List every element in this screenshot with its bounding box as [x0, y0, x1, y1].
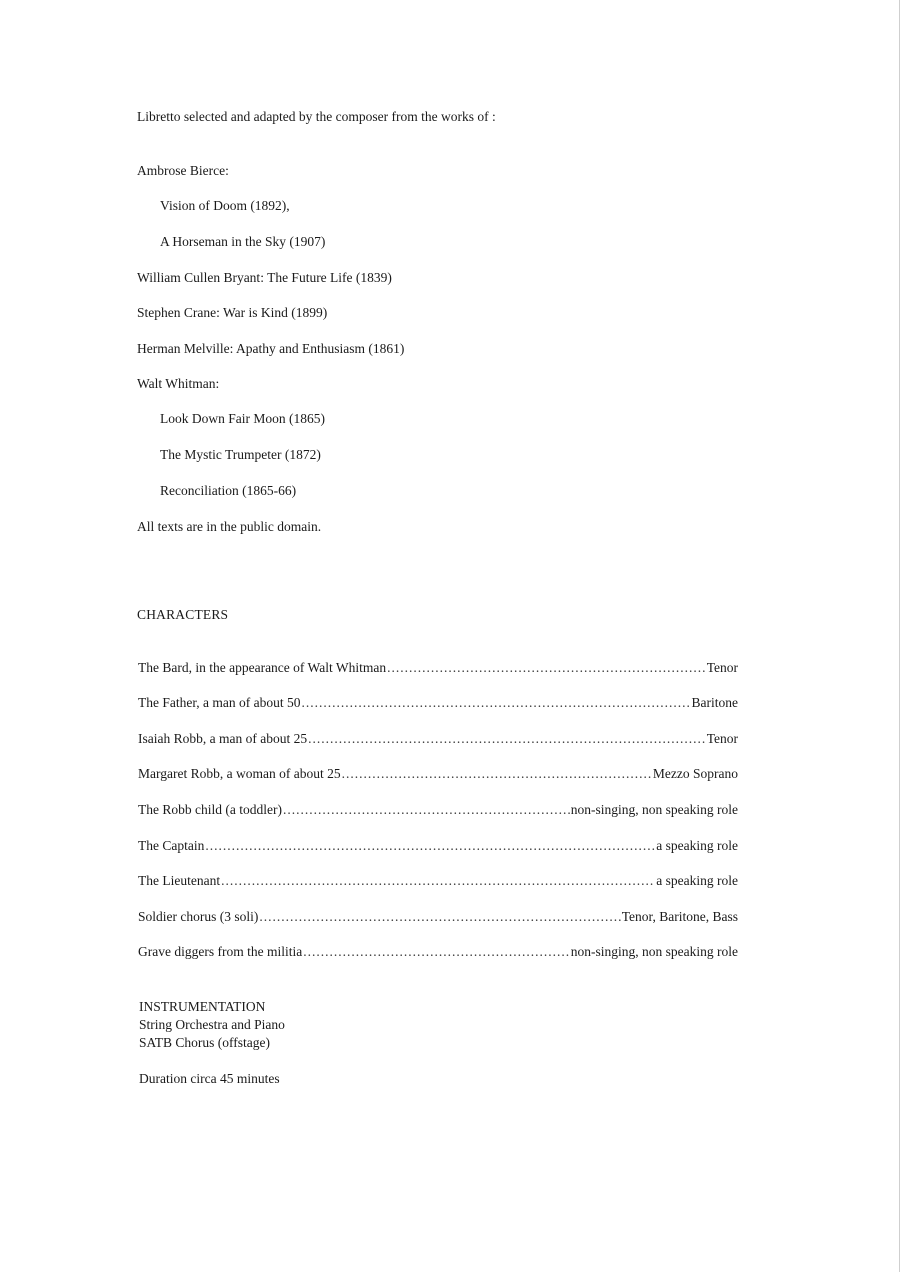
character-name: Soldier chorus (3 soli) [138, 909, 259, 924]
dot-leader [303, 944, 570, 960]
character-voice: non-singing, non speaking role [570, 944, 738, 959]
libretto-intro: Libretto selected and adapted by the composer from the works of : [137, 109, 496, 124]
source-work: Vision of Doom (1892), [160, 198, 290, 213]
character-row [138, 660, 738, 676]
character-row [138, 944, 738, 960]
source-work: A Horseman in the Sky (1907) [160, 234, 326, 249]
character-name: The Bard, in the appearance of Walt Whitman [138, 660, 387, 675]
character-voice: Tenor, Baritone, Bass [621, 909, 738, 924]
dot-leader [283, 802, 570, 818]
source-work: Look Down Fair Moon (1865) [160, 411, 325, 426]
character-voice: Tenor [706, 731, 738, 746]
duration-note: Duration circa 45 minutes [139, 1071, 280, 1086]
dot-leader [259, 909, 620, 925]
public-domain-note: All texts are in the public domain. [137, 519, 322, 534]
character-voice: non-singing, non speaking role [570, 802, 738, 817]
source-author: William Cullen Bryant: The Future Life (1839) [137, 270, 392, 285]
dot-leader [302, 695, 691, 711]
character-row [138, 766, 738, 782]
character-name: Margaret Robb, a woman of about 25 [138, 766, 341, 781]
character-row [138, 838, 738, 854]
dot-leader [221, 873, 655, 889]
character-name: The Father, a man of about 50 [138, 695, 301, 710]
character-row [138, 731, 738, 747]
character-row [138, 873, 738, 889]
character-row [138, 695, 738, 711]
dot-leader [342, 766, 652, 782]
character-voice: a speaking role [656, 873, 738, 888]
character-name: The Robb child (a toddler) [138, 802, 282, 817]
source-author: Herman Melville: Apathy and Enthusiasm (1861) [137, 341, 405, 356]
character-row [138, 802, 738, 818]
source-work: The Mystic Trumpeter (1872) [160, 447, 321, 462]
character-name: The Captain [138, 838, 205, 853]
character-voice: Baritone [691, 695, 738, 710]
source-author: Stephen Crane: War is Kind (1899) [137, 305, 328, 320]
character-name: Grave diggers from the militia [138, 944, 303, 959]
instrumentation-heading: INSTRUMENTATION [139, 999, 266, 1014]
dot-leader [205, 838, 655, 854]
characters-heading: CHARACTERS [137, 607, 229, 622]
character-voice: Tenor [706, 660, 738, 675]
source-author: Ambrose Bierce: [137, 163, 229, 178]
character-voice: a speaking role [656, 838, 738, 853]
source-author: Walt Whitman: [137, 376, 220, 391]
source-work: Reconciliation (1865-66) [160, 483, 297, 498]
instrumentation-line: String Orchestra and Piano [139, 1017, 285, 1032]
dot-leader [387, 660, 706, 676]
character-row [138, 909, 738, 925]
dot-leader [308, 731, 706, 747]
character-name: The Lieutenant [138, 873, 221, 888]
instrumentation-line: SATB Chorus (offstage) [139, 1035, 270, 1050]
character-name: Isaiah Robb, a man of about 25 [138, 731, 308, 746]
character-voice: Mezzo Soprano [652, 766, 738, 781]
